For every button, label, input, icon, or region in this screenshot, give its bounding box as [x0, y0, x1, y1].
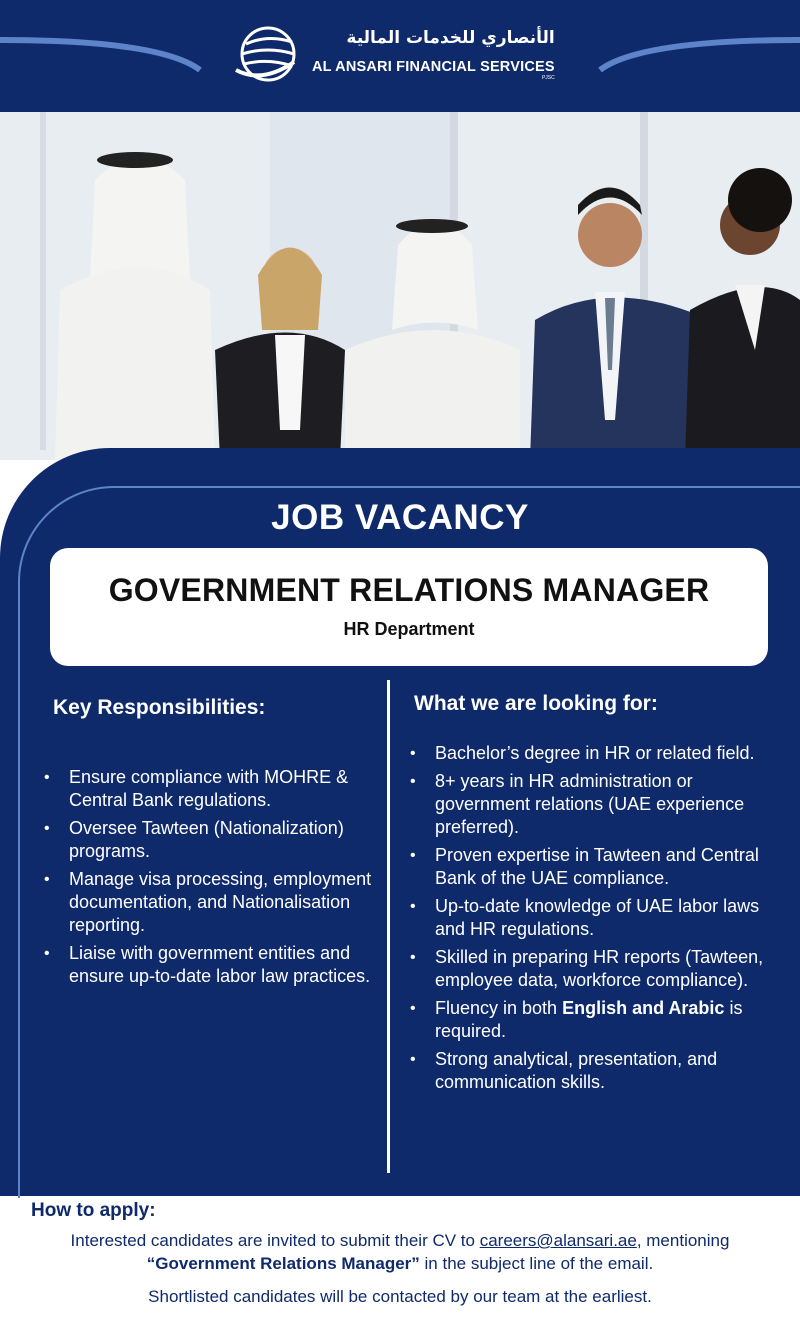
subject-tail: in the subject line of the email. [419, 1254, 654, 1273]
shortlist-note: Shortlisted candidates will be contacted by our team at the earliest. [148, 1287, 652, 1306]
fluency-tail: is required. [435, 998, 743, 1041]
apply-intro: Interested candidates are invited to submit their CV to [70, 1231, 480, 1250]
responsibilities-list [44, 766, 374, 993]
fluency-languages: English and Arabic [562, 998, 725, 1018]
header-bar [0, 0, 800, 112]
apply-instructions [0, 1229, 800, 1275]
job-title: GOVERNMENT RELATIONS MANAGER [108, 572, 710, 608]
responsibilities-heading: Key Responsibilities: [53, 696, 266, 719]
email-link[interactable]: careers@alansari.ae [479, 1231, 637, 1250]
list-item: • Manage visa processing, employment documentation, and Nationalisation reporting. [44, 868, 374, 937]
department-label: HR Department [343, 619, 475, 639]
list-item: • Up-to-date knowledge of UAE labor laws and HR regulations. [410, 895, 780, 941]
requirements-list [410, 742, 780, 1099]
requirements-heading: What we are looking for: [414, 692, 658, 715]
job-vacancy-heading: JOB VACANCY [271, 498, 529, 537]
list-item: • Skilled in preparing HR reports (Tawteen, employee data, workforce compliance). [410, 946, 780, 992]
job-title-card [50, 548, 768, 666]
list-item: • Proven expertise in Tawteen and Central Bank of the UAE compliance. [410, 844, 780, 890]
apply-mention: , mentioning [636, 1231, 730, 1250]
email-subject: “Government Relations Manager” [146, 1254, 420, 1273]
list-item: • Bachelor’s degree in HR or related field. [410, 742, 780, 765]
fluency-intro: Fluency in both [435, 998, 563, 1018]
list-item-fluency [410, 997, 780, 1043]
company-name-english: AL ANSARI FINANCIAL SERVICES [312, 59, 555, 75]
how-to-apply-heading: How to apply: [31, 1200, 156, 1221]
company-suffix: PJSC [541, 75, 555, 81]
column-divider [387, 680, 390, 1173]
list-item: • Strong analytical, presentation, and communication skills. [410, 1048, 780, 1094]
company-name-arabic: الأنصاري للخدمات المالية [346, 28, 555, 48]
list-item: • 8+ years in HR administration or government relations (UAE experience preferred). [410, 770, 780, 839]
list-item: • Liaise with government entities and ensure up-to-date labor law practices. [44, 942, 374, 988]
globe-logo-icon [232, 24, 298, 84]
list-item: • Ensure compliance with MOHRE & Central Bank regulations. [44, 766, 374, 812]
list-item: • Oversee Tawteen (Nationalization) programs. [44, 817, 374, 863]
company-logo [232, 24, 555, 84]
